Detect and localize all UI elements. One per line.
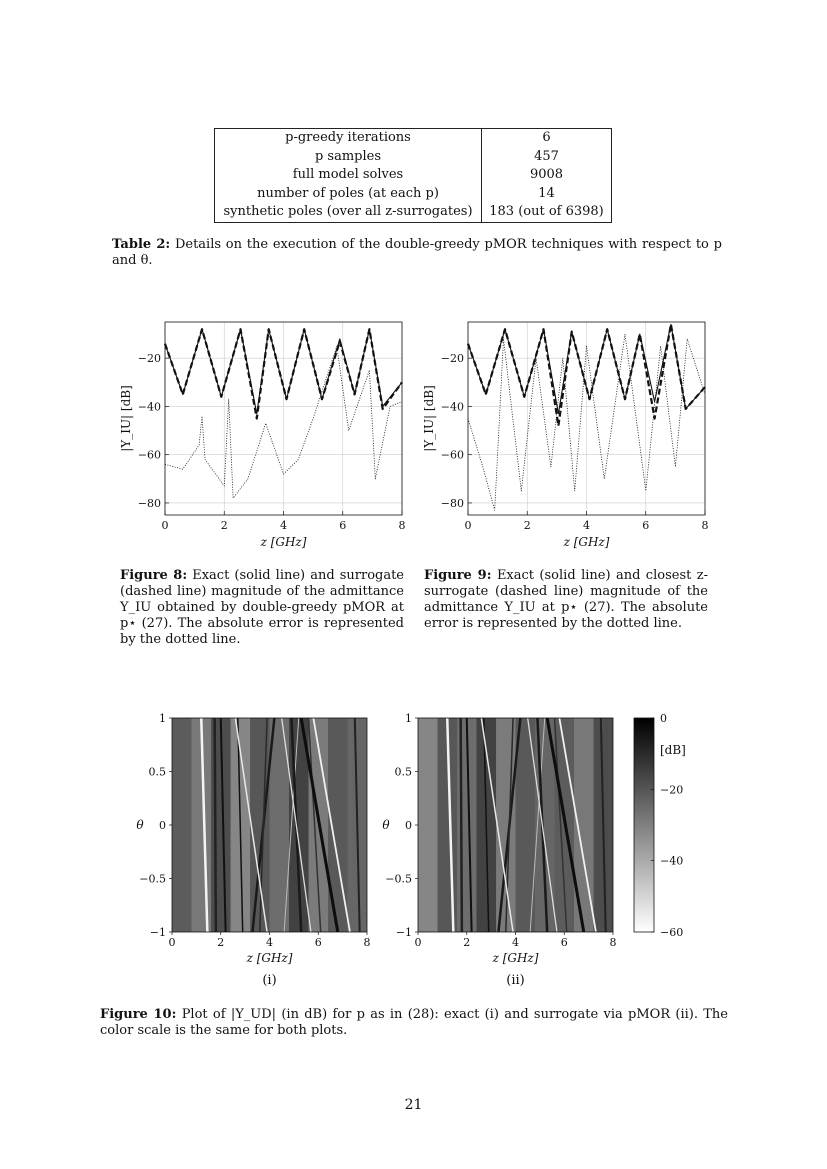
table-cell-label: synthetic poles (over all z-surrogates) [215,203,482,222]
table-row [215,129,612,148]
x-tick-label: 4 [266,936,273,949]
figure-8-plot [115,314,410,554]
y-tick-label: 1 [159,712,166,725]
x-tick-label: 6 [560,936,568,949]
y-tick-label: 0.5 [148,765,166,779]
figure-9-caption [424,568,708,632]
colorbar-tick-label: −60 [660,926,684,939]
caption-label: Figure 8: [120,568,188,583]
colorbar-tick-label: −20 [660,783,684,797]
caption-label: Table 2: [112,237,171,252]
table-row [215,148,612,167]
x-tick-label: 4 [280,519,287,532]
x-tick-label: 2 [220,519,228,532]
table-cell-label: number of poles (at each p) [215,185,482,204]
y-tick-label: −0.5 [385,872,412,886]
table-row [215,203,612,222]
figure-10-caption [100,1007,728,1039]
x-tick-label: 4 [512,936,519,949]
table-cell-value: 9008 [482,166,612,185]
caption-text: Details on the execution of the double-greedy pMOR techniques with respect to p and θ. [112,237,722,268]
x-axis-label: z [GHz] [492,951,539,965]
figure-9-plot [418,314,713,554]
y-tick-label: −80 [137,496,161,510]
x-tick-label: 2 [523,519,531,532]
y-tick-label: −40 [440,400,464,414]
table-cell-value: 183 (out of 6398) [482,203,612,222]
x-tick-label: 2 [217,936,225,949]
y-tick-label: −0.5 [139,872,166,886]
x-axis-label: z [GHz] [246,951,293,965]
x-tick-label: 8 [398,519,406,532]
table-cell-label: p samples [215,148,482,167]
caption-label: Figure 9: [424,568,492,583]
y-tick-label: −40 [137,400,161,414]
colorbar-tick-label: 0 [660,712,667,725]
y-tick-label: −1 [149,926,166,939]
y-axis-label: |Y_IU| [dB] [119,385,133,452]
caption-text: Exact (solid line) and surrogate (dashed line) magnitude of the admittance Y_IU obtained by double-greedy pMOR at p⋆ (27). The absolute error is represented by the dotted line. [120,568,405,647]
y-axis-label: |Y_IU| [dB] [422,385,436,452]
x-tick-label: 2 [463,936,471,949]
x-tick-label: 6 [339,519,347,532]
x-tick-label: 6 [642,519,650,532]
x-tick-label: 8 [609,936,617,949]
table-cell-value: 6 [482,129,612,148]
y-tick-label: 0 [405,819,412,832]
y-axis-label: θ [382,818,390,832]
heatmap-streak [461,718,462,932]
y-tick-label: 1 [405,712,412,725]
x-tick-label: 0 [464,519,472,532]
x-axis-label: z [GHz] [260,535,307,549]
figure-10-plot [120,706,700,996]
x-tick-label: 4 [583,519,590,532]
heatmap-band [516,718,537,932]
heatmap-band [418,718,439,932]
figure-8-caption [120,568,404,648]
y-tick-label: 0.5 [394,765,412,779]
table-2-caption [112,237,722,269]
heatmap-band [270,718,291,932]
table-row [215,166,612,185]
heatmap-bands [172,718,368,932]
caption-text: Exact (solid line) and closest z-surrogate (dashed line) magnitude of the admittance Y_IU at p⋆ (27). The absolute error is represented by the dotted line. [424,568,708,631]
colorbar [634,718,654,932]
x-tick-label: 0 [414,936,422,949]
x-axis-label: z [GHz] [563,535,610,549]
table-cell-label: full model solves [215,166,482,185]
subfigure-label: (ii) [506,973,525,988]
colorbar-unit: [dB] [660,743,686,757]
table-cell-value: 14 [482,185,612,204]
table-cell-label: p-greedy iterations [215,129,482,148]
y-tick-label: −1 [395,926,412,939]
y-tick-label: −60 [137,448,161,462]
y-tick-label: −80 [440,496,464,510]
heatmap-streak [215,718,216,932]
caption-label: Figure 10: [100,1007,177,1022]
heatmap-band [172,718,193,932]
heatmap-bands [418,718,614,932]
caption-text: Plot of |Y_UD| (in dB) for p as in (28): exact (i) and surrogate via pMOR (ii). The color scale is the same for both plots. [100,1007,728,1038]
colorbar-tick-label: −40 [660,854,684,868]
x-tick-label: 8 [701,519,709,532]
y-tick-label: −20 [440,352,464,366]
y-tick-label: 0 [159,819,166,832]
page-number: 21 [404,1097,423,1113]
x-tick-label: 0 [168,936,176,949]
subfigure-label: (i) [262,973,277,988]
results-table [214,128,612,223]
x-tick-label: 0 [161,519,169,532]
table-row [215,185,612,204]
table-cell-value: 457 [482,148,612,167]
x-tick-label: 8 [363,936,371,949]
y-axis-label: θ [136,818,144,832]
y-tick-label: −60 [440,448,464,462]
x-tick-label: 6 [314,936,322,949]
y-tick-label: −20 [137,352,161,366]
